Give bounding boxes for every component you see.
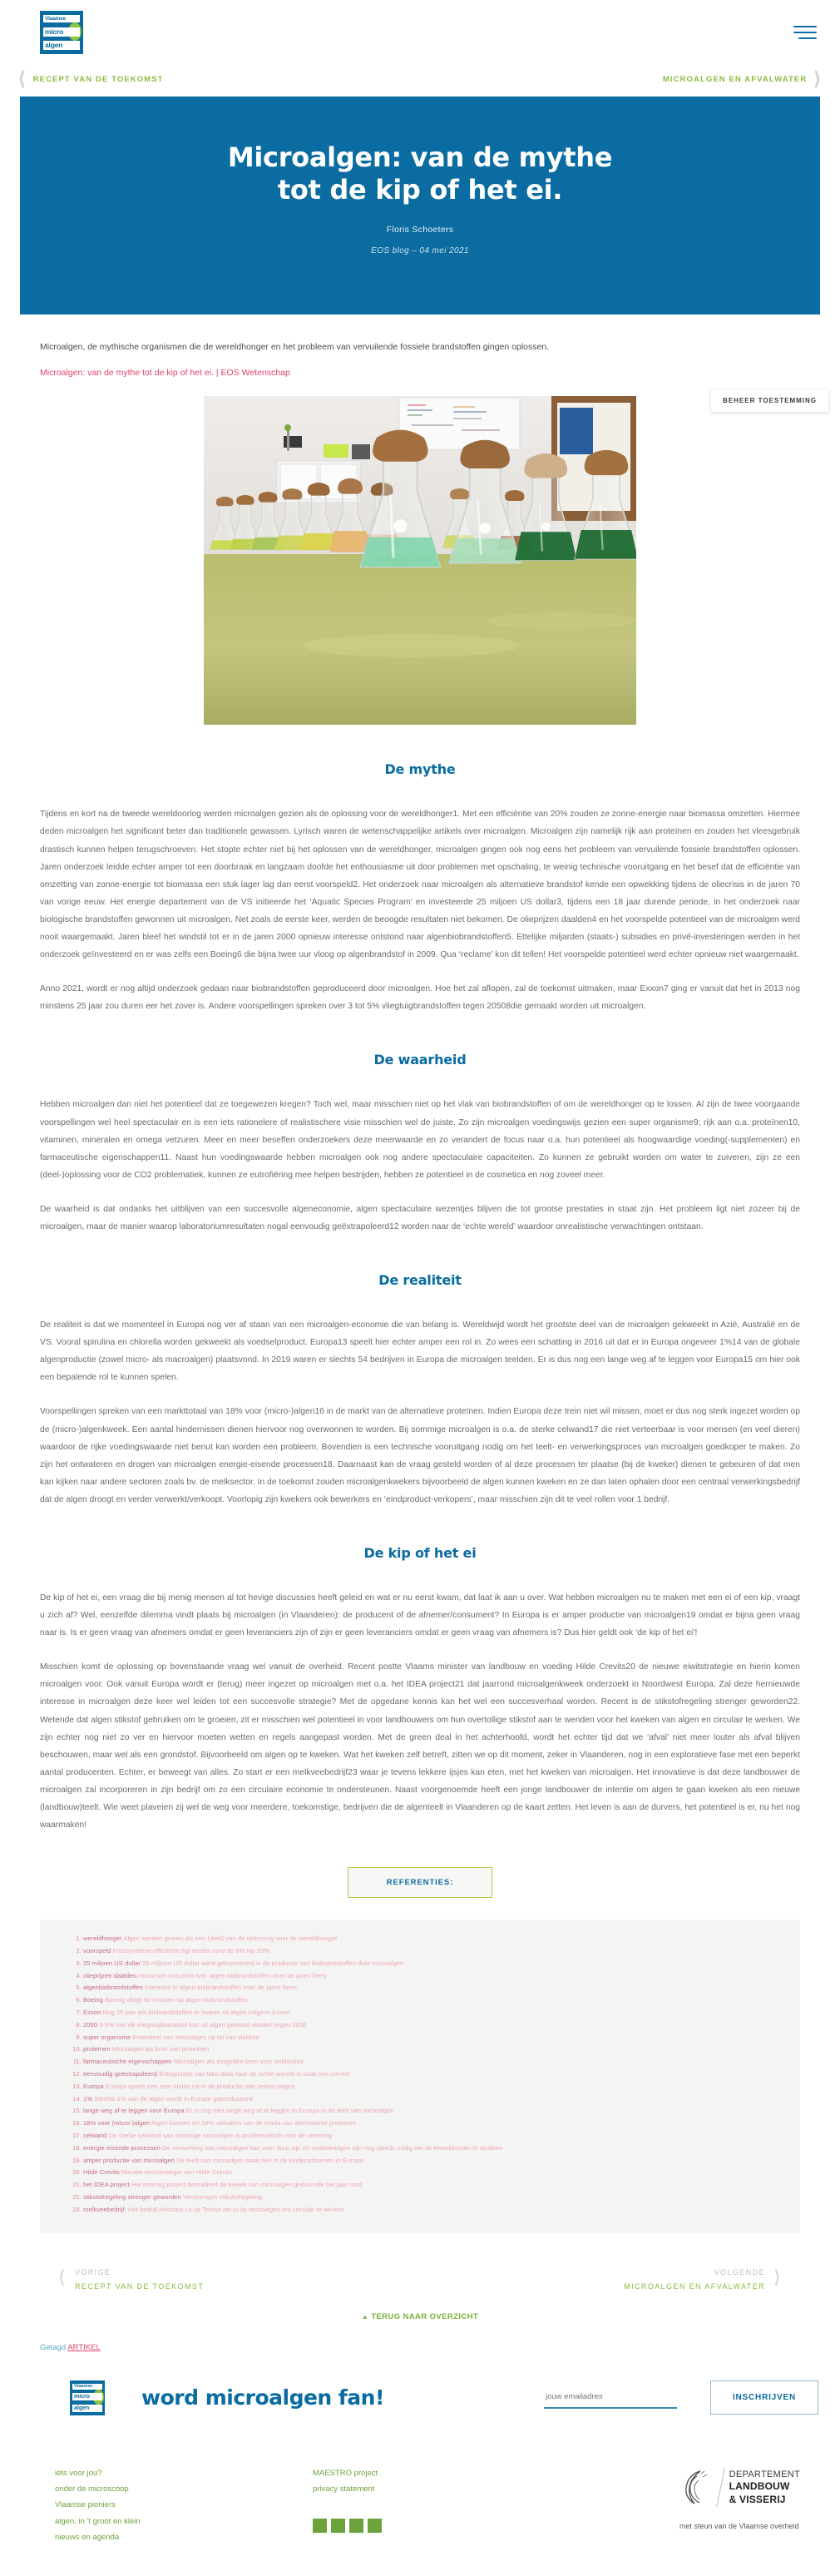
article-author: Floris Schoeters — [386, 225, 454, 235]
reference-value: Microalgen als mogelijke bron voor antibiotica — [171, 2058, 304, 2066]
post-nav-next[interactable] — [624, 2268, 782, 2291]
reference-item[interactable] — [83, 2043, 772, 2056]
reference-key: energie-eisende processen — [83, 2143, 161, 2152]
footer-link[interactable]: algen, in 't groot en klein — [55, 2516, 141, 2526]
reference-item[interactable] — [83, 2081, 772, 2093]
section-paragraph: Hebben microalgen dan niet het potentieel dat ze toegewezen kregen? Toch wel, maar misschien niet op het vlak van biobrandstoffen of om de wereldhonger op te lossen. Al zijn de twee voorgaande voorspellingen wel heel spectaculair en is een iets rationelere of realistischere visie misschien wel de juiste. Zo zijn microalgen voedingswijs gezien een super organisme9; rijk aan o.a. proteïnen10, vitaminen, mineralen en omega vetzuren. Meer en meer beseffen onderzoekers deze meerwaarde en zo verandert de focus naar o.a. hun potentieel als hoogwaardige voeding(-supplementen) en farmaceutische eigenschappen11. Naast hun voedingswaarde hebben microalgen ook nog andere spectaculaire capaciteiten. Zo kunnen ze gebruikt worden om water te zuiveren, zijn ze een (deel-)oplossing voor de CO2 problematiek, kunnen ze eutrofiëring mee helpen bestrijden, hebben ze potentieel in de cosmetica en nog zoveel meer. — [40, 1100, 800, 1180]
lab-flasks-image — [204, 396, 636, 725]
reference-key: 2050 — [83, 2020, 98, 2029]
reference-key: wereldhonger — [83, 1934, 122, 1943]
department-logo-block — [679, 2469, 800, 2507]
reference-value: Microalgen als bron van proteïnen. — [110, 2045, 211, 2053]
reference-key: melkveebedrijf, — [83, 2205, 126, 2213]
references-button-wrap — [40, 1867, 800, 1898]
logo-line-3: algen — [43, 41, 80, 50]
reference-key: proteïnen — [83, 2045, 111, 2053]
reference-value: Het interreg project bestudeert de kweek van microalgen gedurende het jaar rond. — [129, 2181, 364, 2189]
article-nav-prev-label: RECEPT VAN DE TOEKOMST — [32, 74, 164, 84]
hamburger-bar-3 — [798, 37, 817, 39]
page-title: Microalgen: van de mythe tot de kip of het ei. — [227, 141, 613, 206]
chevron-right-icon: ⟩ — [773, 2266, 782, 2287]
newsletter-title: word microalgen fan! — [141, 2385, 384, 2410]
logo-divider — [716, 2469, 725, 2507]
reference-item[interactable] — [83, 2007, 772, 2019]
flemish-lion-icon — [679, 2469, 712, 2507]
reference-value: De verwerking van microalgen kan zeer duur zijn en verbeteringen zijn nog steeds nodig om de kweekkosten te drukken — [160, 2143, 503, 2152]
reference-value: 3-5% van de vliegtuigbrandstof kan uit algen gehaald worden tegen 2050 — [97, 2020, 307, 2029]
section-heading: De mythe — [384, 761, 456, 778]
post-nav-prev-label: VORIGE — [74, 2267, 111, 2276]
tag-artikel[interactable]: ARTIKEL — [67, 2342, 101, 2352]
section-paragraph: De realiteit is dat we momenteel in Europa nog ver af staan van een microalgen-economie die van belang is. Wereldwijd wordt het grootste deel van de microalgen gekweekt in Azië, Australië en de VS. Vooral spirulina en chlorella worden gekweekt als voedselproduct. Europa13 speelt hier echter amper een rol in. Zo wees een schatting in 2016 uit dat er in Europa ongeveer 1%14 van de globale algenproductie (zowel micro- als macroalgen) plaatsvond. In 2019 waren er slechts 54 bedrijven in Europa die microalgen teelden. Er is dus nog een lange weg af te leggen voor Europa15 om hier ook een bepalende rol te kunnen spelen. — [40, 1320, 800, 1383]
reference-value: Verstrengen stikstofregeling — [180, 2192, 263, 2201]
department-line-3: & VISSERIJ — [729, 2493, 786, 2505]
reference-item[interactable] — [83, 1945, 772, 1958]
reference-item[interactable] — [83, 2192, 772, 2204]
logo-line-2: micro — [43, 27, 80, 37]
reference-item[interactable] — [83, 1994, 772, 2007]
reference-key: olieprijzen daalden — [83, 1971, 137, 1979]
back-to-overview-link[interactable] — [40, 2312, 800, 2321]
article-nav — [0, 65, 840, 93]
logo-text-block — [72, 2384, 102, 2412]
section-paragraph: Misschien komt de oplossing op bovenstaande vraag wel vanuit de overheid. Recent postte Vlaams minister van landbouw en voeding Hilde Crevits20 de nieuwe eiwitstrategie en hierin komen microalgen voor. Ook vanuit Europa wordt er (terug) meer ingezet op microalgen met o.a. het IDEA project21 dat jaarrond microalgenkweek onderzoekt in Noordwest Europa. Zal deze hernieuwde interesse in microalgen deze keer wel leiden tot een succesvolle strategie? Met de opgedane kennis kan het wel een succesverhaal worden. Recent is de stikstofregeling strenger geworden22. Wetende dat algen stikstof gebruiken om te groeien, zit er misschien wel potentieel in voor landbouwers om hun overtollige stikstof aan te wenden voor het kweken van algen en circulair te werken. We zijn echter nog niet zo ver en hiervoor moeten wetten en regels aangepast worden. Met de green deal in het achterhoofd, wordt het echter tijd dat we ‘afval’ niet meer louter als afval blijven beschouwen, maar wel als een grondstof. Bijvoorbeeld om algen op te kweken. Wat het kweken zelf betreft, zitten we op dit moment, zeker in Vlaanderen, nog in een exploratieve fase met een beperkt aantal producenten. Echter, er beweegt van alles. Zo start er een melkveebedrijf23 waar je tevens lekkere ijsjes kan eten, met het kweken van microalgen. Het innovatieve is dat deze landbouwer de microalgen zal incorporeren in zijn bedrijf om zo een circulaire economie te ondersteunen. Naast voorgenoemde heeft een jonge landbouwer de intentie om algen te gaan kweken als een nieuwe (landbouw)teelt. Wie weet plaveien zij wel de weg voor meerdere, toekomstige, bedrijven die de algenteelt in Vlaanderen op de kaart zetten. Het leven is aan de durvers, het potentieel is er, nu het nog waarmaken! — [40, 1662, 800, 1830]
article-nav-next-label: MICROALGEN EN AFVALWATER — [662, 74, 808, 84]
reference-value: Het bedrijf Heirbaut Lv uit Temse zet in op microalgen om circulair te werken — [126, 2205, 344, 2213]
article-lede: Microalgen, de mythische organismen die de wereldhonger en het probleem van vervuilende fossiele brandstoffen gingen oplossen. — [40, 342, 550, 352]
chevron-left-icon: ⟨ — [58, 2266, 67, 2287]
section-heading: De realiteit — [378, 1272, 462, 1289]
reference-key: 18% voor (micro-)algen — [83, 2119, 151, 2128]
article-nav-prev[interactable] — [18, 70, 164, 88]
site-logo[interactable] — [40, 11, 83, 54]
footer-link[interactable]: onder de microscoop — [55, 2484, 129, 2494]
newsletter-submit-button[interactable]: INSCHRIJVEN — [710, 2380, 818, 2415]
reference-value: Boeing vliegt 90 minuten op algen-biobrandstoffen — [102, 1996, 248, 2004]
tagged-prefix: Getagd — [40, 2342, 67, 2352]
hamburger-bar-2 — [793, 32, 817, 33]
post-navigation — [40, 2240, 800, 2291]
reference-item[interactable] — [83, 2130, 772, 2143]
department-text — [729, 2469, 800, 2506]
footer-links-secondary — [313, 2465, 546, 2534]
social-links — [313, 2519, 546, 2533]
reference-item[interactable] — [83, 1970, 772, 1983]
back-to-overview-label: TERUG NAAR OVERZICHT — [371, 2311, 479, 2321]
reference-value: 25 miljoen US dollar werd geïnvesteerd in de productie van biobrandstoffen door microalgen — [140, 1959, 404, 1967]
triangle-up-icon: ▲ — [361, 2312, 369, 2321]
newsletter-email-input[interactable] — [544, 2386, 677, 2409]
footer-link[interactable]: Vlaamse pioniers — [55, 2500, 116, 2510]
reference-item[interactable] — [83, 2204, 772, 2217]
reference-item[interactable] — [83, 2056, 772, 2068]
references-panel — [40, 1920, 800, 2232]
section-heading: De kip of het ei — [363, 1545, 477, 1561]
reference-value: Er is nog een lange weg af te leggen in Europa in de teelt van microalgen — [184, 2107, 394, 2115]
newsletter-signup — [0, 2352, 840, 2440]
article-meta: EOS blog – 04 mei 2021 — [371, 246, 469, 256]
reference-key: celwand — [83, 2131, 107, 2139]
manage-consent-button[interactable]: BEHEER TOESTEMMING — [711, 389, 828, 412]
post-nav-next-label: VOLGENDE — [714, 2267, 766, 2276]
chevron-right-icon: ⟩ — [813, 68, 822, 89]
reference-item[interactable] — [83, 2179, 772, 2192]
reference-value: Slechts 1% van de algen wordt in Europe geproduceerd — [92, 2094, 253, 2103]
reference-value: Interesse in algen-biobrandstoffen over de jaren heen. — [142, 1984, 299, 1992]
logo-line-3: algen — [72, 2405, 102, 2412]
reference-key: 25 miljoen US dollar — [83, 1959, 141, 1967]
section-paragraph: Anno 2021, wordt er nog altijd onderzoek gedaan naar biobrandstoffen geproduceerd door microalgen. Hoe het zal aflopen, zal de toekomst uitmaken, maar Exxon7 ging er vanuit dat het in 2013 nog minstens 25 jaar zou duren eer het zover is. Andere voorspellingen spreken over 3 tot 5% vliegtuigbrandstoffen tegen 20508die gemaakt worden uit microalgen. — [40, 984, 800, 1012]
reference-item[interactable] — [83, 2155, 772, 2167]
section-heading: De waarheid — [373, 1052, 467, 1068]
reference-key: Hilde Crevits — [83, 2168, 120, 2177]
reference-value: Potentieel van microalgen op tal van vlakken — [131, 2033, 259, 2041]
reference-value: De sterke celwand van sommige microalgen is problematisch voor de vertering — [106, 2131, 333, 2139]
twitter-icon[interactable]: у — [349, 2519, 363, 2533]
hamburger-bar-1 — [793, 26, 817, 27]
chevron-left-icon: ⟨ — [18, 68, 27, 89]
reference-key: farmaceutische eigenschappen — [83, 2058, 172, 2066]
reference-key: amper productie van microalgen — [83, 2156, 175, 2164]
footer-link[interactable]: privacy statement — [313, 2484, 375, 2494]
linkedin-icon[interactable]: in — [313, 2519, 327, 2533]
post-nav-prev-title[interactable]: RECEPT VAN DE TOEKOMST — [74, 2281, 205, 2291]
logo-line-2: micro — [72, 2393, 102, 2400]
reference-value: Europa speelt een zeer kleine rol in de productie van (micro-)algen — [103, 2082, 295, 2090]
reference-key: lange weg af te leggen voor Europa — [83, 2107, 185, 2115]
reference-item[interactable] — [83, 2143, 772, 2155]
newsletter-logo — [70, 2380, 105, 2415]
section-paragraph: Voorspellingen spreken van een markttotaal van 18% voor (micro-)algen16 in de markt van de alternatieve proteïnen. Indien Europa deze trein niet wil missen, moet er dus nog sterk ingezet worden op de (micro-)algenkweek. Een aantal hindernissen dienen hiervoor nog overwonnen te worden. Bij sommige microalgen is o.a. de sterke celwand17 die niet verteerbaar is voor mensen (en veel dieren) waardoor de rijke voedingswaarde niet benut kan worden een probleem. Bovendien is een technische vooruitgang nodig om het teelt- en verwerkingsproces van microalgen goedkoper te maken. Zo zijn het ontwateren en drogen van microalgen energie-eisende processen18. Daarnaast kan de vraag gesteld worden of al deze processen ter plaatse (bij de kweker) dienen te gebeuren of dat men kan kijken naar andere sectoren zoals bv. de melksector. In de toekomst zouden microalgenkwekers bijvoorbeeld de algen kunnen kweken en ze dan laten ophalen door een centraal verwerkingsbedrijf dat de algen droogt en verder verwerkt/verkoopt. Voorlopig zijn kwekers ook bewerkers en ‘eindproduct-verkopers’, maar misschien zijn dit te veel rollen voor 1 bedrijf. — [40, 1407, 800, 1504]
reference-value: Extrapolatie van labo data naar de echte wereld is vaak niet correct — [157, 2069, 350, 2078]
department-line-2: LANDBOUW — [729, 2480, 790, 2493]
reference-key: super organisme — [83, 2033, 131, 2041]
footer-links-primary — [55, 2465, 271, 2546]
references-toggle-button[interactable]: REFERENTIES: — [348, 1867, 492, 1898]
article-content — [0, 339, 840, 2352]
reference-key: Exxon — [83, 2009, 101, 2016]
reference-item[interactable] — [83, 2032, 772, 2044]
reference-item[interactable] — [83, 2167, 772, 2179]
reference-key: het IDEA project — [83, 2181, 130, 2189]
section-paragraph: De kip of het ei, een vraag die bij menig mensen al tot hevige discussies heeft geleid en wat er nu eerst kwam, dat laat ik aan u over. Wat hebben microalgen nu te maken met een ei of een kip, vraagt u zich af? Wel, eenzelfde dilemma vindt plaats bij microalgen (in Vlaanderen): de producent of de afnemer/consument? In Europa is er amper productie van microalgen19 omdat er bijna geen vraag naar is. Is er geen vraag van afnemers omdat er geen leveranciers zijn of zijn er geen leveranciers omdat er geen vraag van afnemers is? Dus hier geldt ook ‘de kip of het ei’! — [40, 1593, 800, 1638]
reference-value: Fotosynthese efficiëntie ligt eerder rond de 8% ivp 20% — [111, 1947, 269, 1955]
reference-key: voorspeld — [83, 1947, 111, 1955]
logo-text-block — [43, 15, 80, 50]
facebook-icon[interactable]: f — [368, 2519, 382, 2533]
tagged-row — [40, 2321, 800, 2352]
footer-links-secondary-list — [313, 2465, 546, 2498]
reference-key: algenbiobrandstoffen — [83, 1984, 143, 1992]
reference-value: De teelt van microalgen staat niet in de kinderschoenen in Europa — [174, 2156, 364, 2164]
reference-value: Historisch overzicht ivm. algen-biobrandstoffen over de jaren heen — [136, 1971, 327, 1979]
reference-key: eenvoudig geëxtrapoleerd — [83, 2069, 158, 2078]
support-text: met steun van de Vlaamse overheid — [679, 2521, 799, 2530]
reference-item[interactable] — [83, 1958, 772, 1970]
reference-value: Nieuwe eiwitstrategie van Hilde Crevits — [119, 2168, 233, 2177]
reference-item[interactable] — [83, 2068, 772, 2081]
footer-link[interactable]: nieuws en agenda — [55, 2533, 120, 2543]
reference-item[interactable] — [83, 2093, 772, 2106]
hamburger-menu-icon[interactable] — [793, 22, 817, 43]
article-nav-next[interactable] — [663, 70, 822, 88]
references-list — [68, 1933, 772, 2216]
reference-item[interactable] — [83, 1933, 772, 1945]
reference-item[interactable] — [83, 2019, 772, 2032]
reference-item[interactable] — [83, 2118, 772, 2130]
article-figure — [204, 396, 636, 725]
section-paragraph: Tijdens en kort na de tweede wereldoorlog werden microalgen gezien als de oplossing voor de wereldhonger1. Met een efficiëntie van 20% zouden ze zonne-energie naar biomassa omzetten. Hiermee deden microalgen het significant beter dan traditionele gewassen. Lyrisch waren de wetenschappelijke artikels over microalgen. Microalgen zijn namelijk rijk aan proteïnen en zouden het vleesgebruik drastisch kunnen helpen terugschroeven. Het stopte echter niet bij het oplossen van de wereldhonger, microalgen gingen ook nog eens het probleem van vervuilende fossiele brandstoffen oplossen. Jaren onderzoek leidde echter amper tot een doorbraak en langzaam doofde het enthousiasme uit door problemen met opschaling, te weinig technische vooruitgang en het besef dat de efficiëntie van omzetting van zonne-energie tot biomassa een stuk lager lag dan eerst voorspeld2. Het onderzoek naar microalgen als alternatieve brandstof kende een opwekking tijdens de oliecrisis in de jaren 70 van vorige eeuw. Het energie departement van de VS initieerde het ‘Aquatic Species Program’ en investeerde 25 miljoen US dollar3, tijdens een 18 jaar durende periode, in het onderzoek naar biologische brandstoffen gewonnen uit microalgen. Net zoals de eerste keer, werden de beoogde resultaten niet bekomen. De olieprijzen daalden4 en het voorspelde potentieel van de microalgen werd nooit waargemaakt. Jaren bleef het windstil tot er in de jaren 2000 opnieuw interesse ontstond naar algenbiobrandstoffen5. Ettelijke miljarden (staats-) subsidies en privé-investeringen werden in het onderzoek geïnvesteerd en er was zelfs een Boeing6 die bijna twee uur vloog op algenbrandstof in 2009. Qua ‘reclame’ kon dit tellen! Het voorspelde potentieel werd echter opnieuw niet waargemaakt. — [40, 810, 800, 960]
reference-key: Europa — [83, 2082, 104, 2090]
post-nav-next-title[interactable]: MICROALGEN EN AFVALWATER — [624, 2281, 766, 2291]
footer-department — [679, 2465, 800, 2534]
department-line-1: DEPARTEMENT — [729, 2469, 800, 2479]
reference-value: Algen werden gezien als een (deel) van de oplossing voor de wereldhonger — [121, 1934, 338, 1943]
reference-value: Nog 25 jaar om biobrandstoffen te maken uit algen volgens Exxon — [101, 2009, 290, 2016]
reference-key: stikstofregeling strenger geworden — [83, 2192, 181, 2201]
reference-key: Boeing — [83, 1996, 103, 2004]
reference-item[interactable] — [83, 1982, 772, 1994]
post-nav-prev[interactable] — [58, 2268, 204, 2291]
logo-line-1: Vlaamse — [43, 15, 80, 22]
site-header — [0, 0, 840, 65]
hero-banner — [20, 97, 820, 315]
footer-link[interactable]: MAESTRO project — [313, 2468, 378, 2478]
instagram-icon[interactable]: ▢ — [331, 2519, 345, 2533]
source-link[interactable]: Microalgen: van de mythe tot de kip of het ei. | EOS Wetenschap — [40, 368, 290, 379]
site-footer — [0, 2440, 840, 2576]
reference-key: 1% — [83, 2094, 93, 2103]
reference-value: Algen kunnen tot 18% uitmaken van de markt van alternatieve proteinen — [150, 2119, 356, 2128]
reference-item[interactable] — [83, 2105, 772, 2118]
article-sections — [40, 761, 800, 1834]
section-paragraph: De waarheid is dat ondanks het uitblijven van een succesvolle algeneconomie, algen spectaculaire wezentjes blijven die tot grootse prestaties in staat zijn. Het probleem ligt niet zozeer bij de microalgen, maar de manier waarop laboratoriumresultaten nogal eenvoudig geëxtrapoleerd12 worden naar de ‘echte wereld’ waardoor onrealistische verwachtingen ontstaan. — [40, 1204, 800, 1231]
logo-line-1: Vlaamse — [72, 2384, 102, 2390]
footer-link[interactable]: iets voor jou? — [55, 2468, 102, 2478]
